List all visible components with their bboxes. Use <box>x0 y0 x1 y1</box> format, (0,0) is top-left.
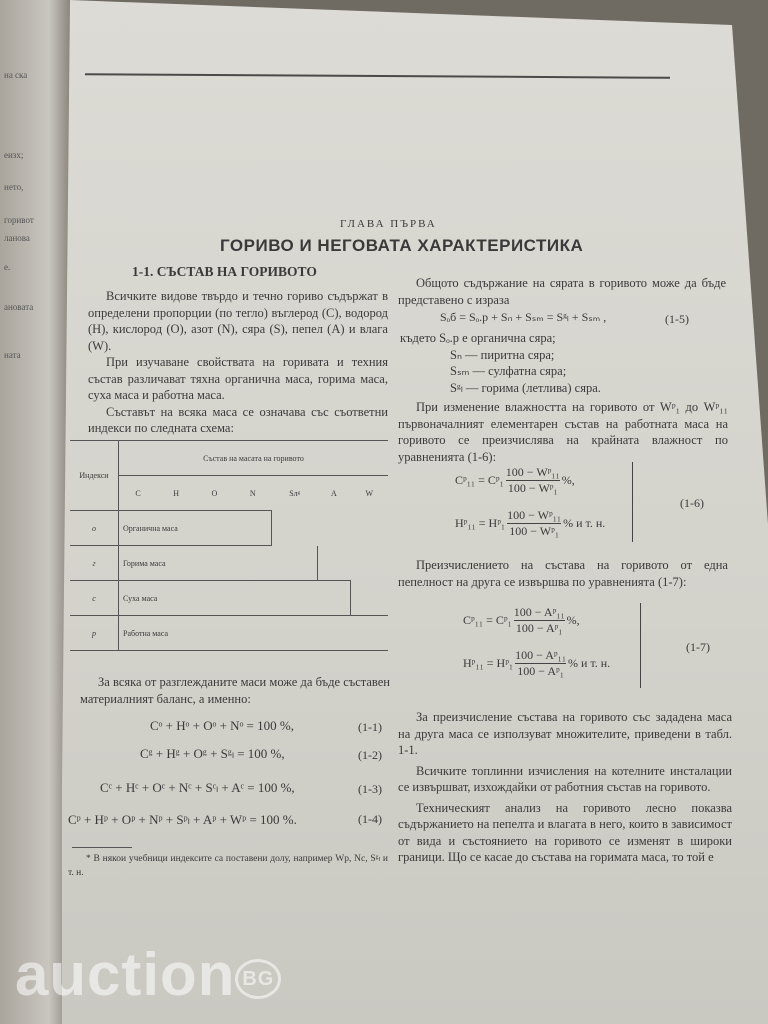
where-item: Sₙ — пиритна сяра; <box>450 347 555 362</box>
where-list <box>400 330 720 396</box>
table-row <box>70 581 388 616</box>
watermark-logo <box>15 940 281 1009</box>
table-col: C <box>119 476 157 511</box>
equation: Cᶜ + Hᶜ + Oᶜ + Nᶜ + Sᶜₗ + Aᶜ = 100 %, <box>100 780 295 795</box>
prev-fragment: на ска <box>4 70 28 80</box>
table-col: A <box>317 476 350 511</box>
row-label: Работна маса <box>119 616 389 651</box>
eq-lhs: Hᵖ₁₁ = Hᵖ₁ <box>463 656 514 670</box>
footnote-rule <box>72 847 132 848</box>
row-index: c <box>70 581 119 616</box>
eq-num: 100 − Wᵖ₁₁ <box>507 508 562 522</box>
section-heading: 1-1. СЪСТАВ НА ГОРИВОТО <box>132 264 317 279</box>
footnote: * В някои учебници индексите са поставени долу, например Wр, Nс, Sᵍₗ и т. н. <box>68 854 388 878</box>
equation: Sₒб = Sₒ.р + Sₙ + Sₛₘ = Sᵍₗ + Sₛₘ , <box>440 310 607 324</box>
eq-den: 100 − Wᵖ₁ <box>507 523 561 539</box>
eq-den: 100 − Aᵖ₁ <box>515 663 566 679</box>
eq-tail: %, <box>566 613 580 627</box>
index-scheme-table <box>70 440 388 651</box>
equation-brace <box>640 603 641 688</box>
paragraph: Техническият анализ на горивото лесно показва съдържанието на пепелта и влагата в него, които в зависимост от вида и състоянието на горивото се изменят в широки граници. Що се касае до състава на горимата маса, то той е <box>398 800 732 864</box>
previous-page-edge <box>0 0 70 1024</box>
equation-number: (1-1) <box>358 720 382 734</box>
eq-tail: % и т. н. <box>563 516 606 530</box>
prev-fragment: ланова <box>4 233 30 243</box>
chapter-label: ГЛАВА ПЪРВА <box>340 218 437 230</box>
equation-brace <box>632 462 633 542</box>
equation-number: (1-6) <box>680 496 704 510</box>
table-col: W <box>350 476 388 511</box>
equation-number: (1-3) <box>358 782 382 796</box>
eq-tail: %, <box>561 473 575 487</box>
equation-number: (1-7) <box>686 640 710 654</box>
eq-den: 100 − Aᵖ₁ <box>514 620 565 636</box>
paragraph: Всичките видове твърдо и течно гориво съдържат в определени пропорции (по тегло) въглерод (C), водород (H), кислород (O), азот (N), сяра (S), пепел (A) и влага (W). <box>88 289 388 353</box>
row-index: p <box>70 616 119 651</box>
table-header-index: Индекси <box>70 441 119 511</box>
prev-fragment: ната <box>4 350 21 360</box>
equation-number: (1-5) <box>665 312 689 326</box>
paragraph: Съставът на всяка маса се означава със съответни индекси по следната схема: <box>88 404 388 435</box>
paragraph: При изучаване свойствата на горивата и техния състав различават тяхна органична маса, горима маса, суха маса и работна маса. <box>88 355 388 402</box>
equation: Cᵖ + Hᵖ + Oᵖ + Nᵖ + Sᵖₗ + Aᵖ + Wᵖ = 100 %. <box>68 812 297 827</box>
eq-lhs: Cᵖ₁₁ = Cᵖ₁ <box>455 473 504 487</box>
watermark-text: auction <box>15 941 236 1008</box>
where-item: където Sₒ.р е органична сяра; <box>400 331 556 345</box>
equation: Cᵍ + Hᵍ + Oᵍ + Sᵍₗ = 100 %, <box>140 746 285 761</box>
prev-fragment: ановата <box>4 302 34 312</box>
eq-num: 100 − Aᵖ₁₁ <box>513 605 565 619</box>
watermark-badge: BG <box>235 959 281 999</box>
paragraph: Всичките топлинни изчисления на котелните инсталации се извършват, изхождайки от работния състав на горивото. <box>398 763 732 794</box>
chapter-title: ГОРИВО И НЕГОВАТА ХАРАКТЕРИСТИКА <box>220 236 584 255</box>
table-row <box>70 511 388 546</box>
paragraph: За всяка от разглежданите маси може да бъде съставен материалният баланс, а именно: <box>80 675 390 706</box>
row-index: г <box>70 546 119 581</box>
row-label: Суха маса <box>119 581 351 616</box>
row-index: o <box>70 511 119 546</box>
equation-1-7 <box>463 605 610 679</box>
eq-tail: % и т. н. <box>568 656 611 670</box>
where-item: Sᵍₗ — горима (летлива) сяра. <box>450 380 601 395</box>
equation-number: (1-2) <box>358 748 382 762</box>
row-label: Горима маса <box>119 546 318 581</box>
equation-number: (1-4) <box>358 812 382 826</box>
equation-1-6 <box>455 465 605 539</box>
where-item: Sₛₘ — сулфатна сяра; <box>450 364 567 378</box>
eq-lhs: Hᵖ₁₁ = Hᵖ₁ <box>455 516 506 530</box>
table-row <box>70 546 388 581</box>
table-col: H <box>157 476 195 511</box>
prev-fragment: нето, <box>4 182 24 192</box>
prev-fragment: еизх; <box>4 150 24 160</box>
table-group-header: Състав на масата на горивото <box>119 441 389 476</box>
paragraph: За преизчисление състава на горивото със зададена маса на друга маса се използуват множителите, приведени в табл. 1-1. <box>398 710 732 757</box>
paragraph: Общото съдържание на сярата в горивото може да бъде представено с израза <box>398 276 726 307</box>
eq-num: 100 − Wᵖ₁₁ <box>505 465 560 479</box>
eq-num: 100 − Aᵖ₁₁ <box>515 648 566 662</box>
table-col: N <box>234 476 272 511</box>
eq-lhs: Cᵖ₁₁ = Cᵖ₁ <box>463 613 512 627</box>
table-col: Sлᵍ <box>272 476 317 511</box>
prev-fragment: е. <box>4 262 11 272</box>
table-col: O <box>195 476 233 511</box>
paragraph: Преизчислението на състава на горивото от една пепелност на друга се извършва по уравненията (1-7): <box>398 558 728 589</box>
eq-den: 100 − Wᵖ₁ <box>506 480 560 496</box>
paragraph: При изменение влажността на горивото от Wᵖ₁ до Wᵖ₁₁ първоначалният елементарен състав на работната маса на горивото се преизчислява на крайната влажност по уравненията (1-6): <box>398 400 728 464</box>
row-label: Органична маса <box>119 511 272 546</box>
table-row <box>70 616 388 651</box>
equation: Cᵒ + Hᵒ + Oᵒ + Nᵒ = 100 %, <box>150 718 294 733</box>
prev-fragment: горивот <box>4 215 34 225</box>
